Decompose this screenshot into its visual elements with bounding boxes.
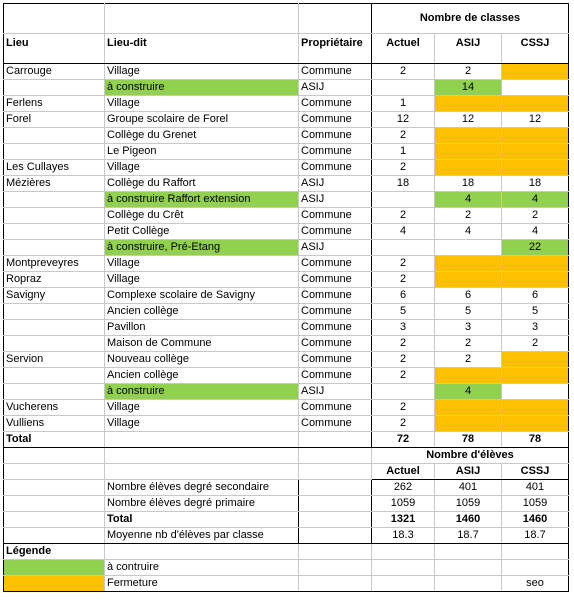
lieu-cell <box>4 304 105 320</box>
lieu-dit-cell: Village <box>105 96 299 112</box>
empty-cell <box>502 544 569 560</box>
empty-cell <box>105 432 299 448</box>
eleves-cssj: 401 <box>502 480 569 496</box>
legend-orange-swatch <box>4 576 105 592</box>
actuel-cell: 2 <box>372 352 435 368</box>
cssj-cell <box>502 256 569 272</box>
empty-cell <box>435 560 502 576</box>
lieu-cell: Vulliens <box>4 416 105 432</box>
actuel-cell: 2 <box>372 368 435 384</box>
header-empty-cell <box>299 4 372 34</box>
cssj-cell: 3 <box>502 320 569 336</box>
total-row <box>4 432 569 448</box>
actuel-cell: 12 <box>372 112 435 128</box>
table-row <box>4 176 569 192</box>
lieu-dit-cell: Nouveau collège <box>105 352 299 368</box>
proprietaire-cell: Commune <box>299 400 372 416</box>
eleves-asij: 1460 <box>435 512 502 528</box>
empty-cell <box>372 544 435 560</box>
eleves-col-cssj: CSSJ <box>502 464 569 480</box>
eleves-label: Moyenne nb d'élèves par classe <box>105 528 299 544</box>
empty-cell <box>105 544 299 560</box>
cssj-cell <box>502 144 569 160</box>
asij-cell: 6 <box>435 288 502 304</box>
table-row <box>4 416 569 432</box>
proprietaire-cell: Commune <box>299 352 372 368</box>
lieu-cell <box>4 192 105 208</box>
total-actuel: 72 <box>372 432 435 448</box>
actuel-cell: 4 <box>372 224 435 240</box>
cssj-cell <box>502 128 569 144</box>
actuel-cell: 2 <box>372 160 435 176</box>
asij-cell: 12 <box>435 112 502 128</box>
asij-cell <box>435 240 502 256</box>
lieu-dit-cell: Village <box>105 256 299 272</box>
asij-cell <box>435 160 502 176</box>
lieu-cell <box>4 208 105 224</box>
actuel-cell: 5 <box>372 304 435 320</box>
proprietaire-cell: Commune <box>299 256 372 272</box>
actuel-cell: 2 <box>372 416 435 432</box>
table-row <box>4 304 569 320</box>
eleves-asij: 18.7 <box>435 528 502 544</box>
table-row <box>4 400 569 416</box>
lieu-cell <box>4 320 105 336</box>
eleves-header-row <box>4 464 569 480</box>
cssj-cell: 5 <box>502 304 569 320</box>
cssj-cell <box>502 272 569 288</box>
spreadsheet-table <box>3 3 569 592</box>
lieu-dit-cell: Ancien collège <box>105 368 299 384</box>
col-header-proprietaire: Propriétaire <box>299 34 372 64</box>
asij-cell: 14 <box>435 80 502 96</box>
empty-cell <box>4 528 105 544</box>
asij-cell: 18 <box>435 176 502 192</box>
proprietaire-cell: ASIJ <box>299 240 372 256</box>
legend-green-swatch <box>4 560 105 576</box>
total-label: Total <box>4 432 105 448</box>
actuel-cell: 18 <box>372 176 435 192</box>
actuel-cell <box>372 240 435 256</box>
proprietaire-cell: Commune <box>299 320 372 336</box>
actuel-cell: 2 <box>372 64 435 80</box>
lieu-dit-cell: Village <box>105 272 299 288</box>
cssj-cell: 4 <box>502 224 569 240</box>
header-row-2 <box>4 34 569 64</box>
eleves-cssj: 1059 <box>502 496 569 512</box>
empty-cell <box>4 464 105 480</box>
eleves-cssj: 18.7 <box>502 528 569 544</box>
proprietaire-cell: ASIJ <box>299 176 372 192</box>
lieu-cell: Les Cullayes <box>4 160 105 176</box>
total-asij: 78 <box>435 432 502 448</box>
eleves-label: Total <box>105 512 299 528</box>
header-empty-cell <box>105 4 299 34</box>
lieu-cell <box>4 80 105 96</box>
group-title-eleves: Nombre d'élèves <box>372 448 569 464</box>
lieu-dit-cell: Petit Collège <box>105 224 299 240</box>
lieu-cell <box>4 336 105 352</box>
legend-note: seo <box>502 576 569 592</box>
lieu-cell: Vucherens <box>4 400 105 416</box>
table-row <box>4 144 569 160</box>
lieu-dit-cell: Complexe scolaire de Savigny <box>105 288 299 304</box>
eleves-row <box>4 480 569 496</box>
asij-cell <box>435 144 502 160</box>
header-empty-cell <box>4 4 105 34</box>
empty-cell <box>299 448 372 464</box>
cssj-cell <box>502 400 569 416</box>
actuel-cell: 2 <box>372 128 435 144</box>
actuel-cell: 2 <box>372 272 435 288</box>
asij-cell: 2 <box>435 336 502 352</box>
lieu-cell: Ropraz <box>4 272 105 288</box>
header-row-1 <box>4 4 569 34</box>
empty-cell <box>435 544 502 560</box>
proprietaire-cell: Commune <box>299 160 372 176</box>
cssj-cell <box>502 64 569 80</box>
cssj-cell <box>502 384 569 400</box>
lieu-dit-cell: à construire <box>105 80 299 96</box>
table-row <box>4 208 569 224</box>
col-header-asij: ASIJ <box>435 34 502 64</box>
cssj-cell: 4 <box>502 192 569 208</box>
empty-cell <box>299 576 372 592</box>
cssj-cell: 2 <box>502 336 569 352</box>
lieu-cell <box>4 240 105 256</box>
proprietaire-cell: Commune <box>299 304 372 320</box>
proprietaire-cell: Commune <box>299 64 372 80</box>
lieu-cell: Mézières <box>4 176 105 192</box>
table-row <box>4 240 569 256</box>
lieu-cell <box>4 224 105 240</box>
asij-cell: 2 <box>435 352 502 368</box>
empty-cell <box>372 576 435 592</box>
eleves-row <box>4 528 569 544</box>
lieu-dit-cell: Maison de Commune <box>105 336 299 352</box>
asij-cell: 4 <box>435 384 502 400</box>
eleves-actuel: 1059 <box>372 496 435 512</box>
lieu-cell <box>4 128 105 144</box>
total-cssj: 78 <box>502 432 569 448</box>
actuel-cell: 1 <box>372 144 435 160</box>
eleves-row <box>4 512 569 528</box>
asij-cell: 2 <box>435 64 502 80</box>
lieu-cell: Savigny <box>4 288 105 304</box>
proprietaire-cell: Commune <box>299 272 372 288</box>
proprietaire-cell: Commune <box>299 128 372 144</box>
legend-title: Légende <box>4 544 105 560</box>
asij-cell: 5 <box>435 304 502 320</box>
actuel-cell <box>372 192 435 208</box>
empty-cell <box>502 560 569 576</box>
table-row <box>4 384 569 400</box>
eleves-actuel: 18.3 <box>372 528 435 544</box>
col-header-actuel: Actuel <box>372 34 435 64</box>
asij-cell <box>435 416 502 432</box>
proprietaire-cell: Commune <box>299 112 372 128</box>
asij-cell: 2 <box>435 208 502 224</box>
proprietaire-cell: ASIJ <box>299 80 372 96</box>
actuel-cell: 2 <box>372 256 435 272</box>
proprietaire-cell: Commune <box>299 208 372 224</box>
empty-cell <box>299 512 372 528</box>
table-row <box>4 112 569 128</box>
table-row <box>4 80 569 96</box>
table-row <box>4 352 569 368</box>
actuel-cell: 3 <box>372 320 435 336</box>
lieu-dit-cell: Village <box>105 64 299 80</box>
lieu-cell: Montpreveyres <box>4 256 105 272</box>
lieu-dit-cell: Collège du Raffort <box>105 176 299 192</box>
cssj-cell: 6 <box>502 288 569 304</box>
lieu-cell <box>4 384 105 400</box>
asij-cell: 4 <box>435 224 502 240</box>
cssj-cell: 2 <box>502 208 569 224</box>
lieu-dit-cell: Pavillon <box>105 320 299 336</box>
actuel-cell: 2 <box>372 336 435 352</box>
legend-green-label: à contruire <box>105 560 299 576</box>
cssj-cell: 22 <box>502 240 569 256</box>
empty-cell <box>372 560 435 576</box>
legend-title-row <box>4 544 569 560</box>
lieu-dit-cell: à construire Raffort extension <box>105 192 299 208</box>
table-row <box>4 96 569 112</box>
empty-cell <box>105 464 299 480</box>
actuel-cell: 6 <box>372 288 435 304</box>
cssj-cell <box>502 96 569 112</box>
eleves-label: Nombre élèves degré secondaire <box>105 480 299 496</box>
table-row <box>4 320 569 336</box>
proprietaire-cell: ASIJ <box>299 192 372 208</box>
asij-cell: 4 <box>435 192 502 208</box>
lieu-cell: Servion <box>4 352 105 368</box>
empty-cell <box>299 496 372 512</box>
table-row <box>4 256 569 272</box>
empty-cell <box>299 480 372 496</box>
lieu-dit-cell: Ancien collège <box>105 304 299 320</box>
table-row <box>4 224 569 240</box>
empty-cell <box>299 432 372 448</box>
lieu-dit-cell: Groupe scolaire de Forel <box>105 112 299 128</box>
cssj-cell: 12 <box>502 112 569 128</box>
eleves-actuel: 1321 <box>372 512 435 528</box>
empty-cell <box>299 464 372 480</box>
eleves-row <box>4 496 569 512</box>
table-row <box>4 192 569 208</box>
lieu-dit-cell: à construire <box>105 384 299 400</box>
proprietaire-cell: Commune <box>299 224 372 240</box>
lieu-dit-cell: Collège du Grenet <box>105 128 299 144</box>
table-row <box>4 288 569 304</box>
eleves-label: Nombre élèves degré primaire <box>105 496 299 512</box>
asij-cell <box>435 400 502 416</box>
asij-cell <box>435 128 502 144</box>
lieu-dit-cell: à construire, Pré-Etang <box>105 240 299 256</box>
cssj-cell <box>502 416 569 432</box>
asij-cell: 3 <box>435 320 502 336</box>
table-row <box>4 368 569 384</box>
empty-cell <box>435 576 502 592</box>
actuel-cell <box>372 384 435 400</box>
legend-orange-row <box>4 576 569 592</box>
table-row <box>4 128 569 144</box>
cssj-cell <box>502 352 569 368</box>
lieu-dit-cell: Collège du Crêt <box>105 208 299 224</box>
lieu-cell: Forel <box>4 112 105 128</box>
legend-orange-label: Fermeture <box>105 576 299 592</box>
legend-green-row <box>4 560 569 576</box>
empty-cell <box>105 448 299 464</box>
actuel-cell <box>372 80 435 96</box>
lieu-cell: Carrouge <box>4 64 105 80</box>
table-row <box>4 64 569 80</box>
empty-cell <box>4 480 105 496</box>
cssj-cell <box>502 80 569 96</box>
group-title-classes: Nombre de classes <box>372 4 569 34</box>
col-header-lieu: Lieu <box>4 34 105 64</box>
proprietaire-cell: Commune <box>299 336 372 352</box>
actuel-cell: 2 <box>372 208 435 224</box>
col-header-cssj: CSSJ <box>502 34 569 64</box>
lieu-dit-cell: Village <box>105 416 299 432</box>
asij-cell <box>435 96 502 112</box>
table-row <box>4 272 569 288</box>
actuel-cell: 1 <box>372 96 435 112</box>
empty-cell <box>299 544 372 560</box>
empty-cell <box>4 448 105 464</box>
eleves-asij: 1059 <box>435 496 502 512</box>
empty-cell <box>299 560 372 576</box>
eleves-asij: 401 <box>435 480 502 496</box>
spacer-row <box>4 448 569 464</box>
lieu-dit-cell: Le Pigeon <box>105 144 299 160</box>
empty-cell <box>299 528 372 544</box>
lieu-dit-cell: Village <box>105 160 299 176</box>
proprietaire-cell: Commune <box>299 96 372 112</box>
asij-cell <box>435 272 502 288</box>
proprietaire-cell: ASIJ <box>299 384 372 400</box>
col-header-lieu-dit: Lieu-dit <box>105 34 299 64</box>
proprietaire-cell: Commune <box>299 144 372 160</box>
cssj-cell <box>502 368 569 384</box>
eleves-cssj: 1460 <box>502 512 569 528</box>
eleves-actuel: 262 <box>372 480 435 496</box>
proprietaire-cell: Commune <box>299 368 372 384</box>
actuel-cell: 2 <box>372 400 435 416</box>
lieu-dit-cell: Village <box>105 400 299 416</box>
proprietaire-cell: Commune <box>299 288 372 304</box>
cssj-cell: 18 <box>502 176 569 192</box>
lieu-cell: Ferlens <box>4 96 105 112</box>
asij-cell <box>435 256 502 272</box>
eleves-col-asij: ASIJ <box>435 464 502 480</box>
cssj-cell <box>502 160 569 176</box>
eleves-col-actuel: Actuel <box>372 464 435 480</box>
lieu-cell <box>4 144 105 160</box>
proprietaire-cell: Commune <box>299 416 372 432</box>
table-row <box>4 336 569 352</box>
empty-cell <box>4 496 105 512</box>
asij-cell <box>435 368 502 384</box>
table-row <box>4 160 569 176</box>
lieu-cell <box>4 368 105 384</box>
empty-cell <box>4 512 105 528</box>
